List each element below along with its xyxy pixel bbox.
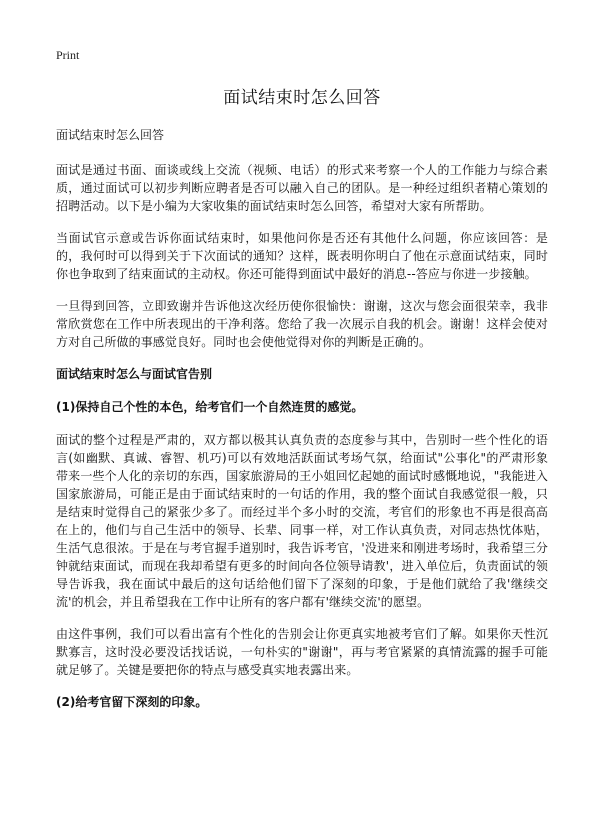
- body-paragraph: 由这件事例，我们可以看出富有个性化的告别会让你更真实地被考官们了解。如果你天性沉默寡言，这时没必要没话找话说，一句朴实的"谢谢"，再与考官紧紧的真情流露的握手可能就足够了。关键是要把你的特点与感受真实地表露出来。: [56, 627, 548, 677]
- print-link[interactable]: Print: [56, 48, 80, 62]
- body-paragraph: 面试的整个过程是严肃的，双方都以极其认真负责的态度参与其中，告别时一些个性化的语言(如幽默、真诚、睿智、机巧)可以有效地活跃面试考场气氛，给面试"公事化"的严肃形象带来一些个人化的亲切的东西，国家旅游局的王小姐回忆起她的面试时感慨地说，"我能进入国家旅游局，可能正是由于面试结束时的一句话的作用，我的整个面试自我感觉很一般，只是结束时觉得自己的紧张少多了。而经过半个多小时的交流，考官们的形象也不再是很高高在上的，他们与自己生活中的领导、长辈、同事一样，对工作认真负责，对同志热忱体贴，生活气息很浓。于是在与考官握手道别时，我告诉考官，'没进来和刚进考场时，我希望三分钟就结束面试，而现在我却希望有更多的时间向各位领导请教'，进入单位后，负责面试的领导告诉我，我在面试中最后的这句话给他们留下了深刻的印象，于是他们就给了我'继续交流'的机会，并且希望我在工作中让所有的客户都有'继续交流'的愿望。: [56, 433, 548, 609]
- point-heading: (2)给考官留下深刻的印象。: [56, 695, 208, 709]
- page-title: 面试结束时怎么回答: [223, 88, 381, 108]
- intro-paragraph: 面试是通过书面、面谈或线上交流（视频、电话）的形式来考察一个人的工作能力与综合素质，通过面试可以初步判断应聘者是否可以融入自己的团队。是一种经过组织者精心策划的招聘活动。以下是小编为大家收集的面试结束时怎么回答，希望对大家有所帮助。: [56, 163, 548, 213]
- intro-paragraph: 当面试官示意或告诉你面试结束时，如果他问你是否还有其他什么问题，你应该回答：是的，我何时可以得到关于下次面试的通知？这样，既表明你明白了他在示意面试结束，同时你也争取到了结束面试的主动权。你还可能得到面试中最好的消息--答应与你进一步接触。: [56, 231, 548, 281]
- intro-paragraph: 一旦得到回答，立即致谢并告诉他这次经历使你很愉快：谢谢，这次与您会面很荣幸，我非常欣赏您在工作中所表现出的干净利落。您给了我一次展示自我的机会。谢谢！这样会使对方对自己所做的事感觉良好。同时也会使他觉得对你的判断是正确的。: [56, 299, 548, 349]
- section-heading: 面试结束时怎么与面试官告别: [56, 367, 213, 381]
- article-subtitle: 面试结束时怎么回答: [56, 128, 165, 142]
- point-heading: (1)保持自己个性的本色，给考官们一个自然连贯的感觉。: [56, 400, 364, 414]
